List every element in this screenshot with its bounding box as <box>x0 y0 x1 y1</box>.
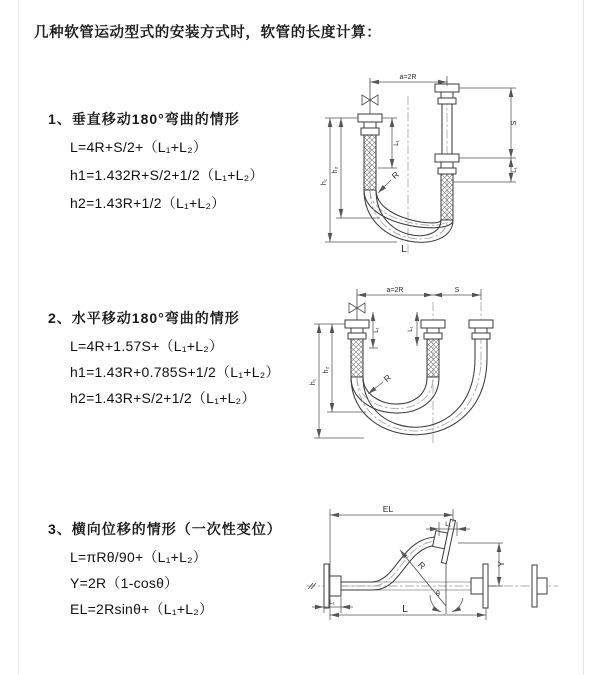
angle-theta <box>430 591 463 612</box>
dim-label-h1: h₁ <box>310 378 317 386</box>
dim-label-l: L <box>401 243 407 255</box>
section2-formula-h1: h1=1.43R+0.785S+1/2（L₁+L₂） <box>70 364 280 380</box>
dim-label-y: Y <box>496 561 506 567</box>
middle-hose-fitting <box>421 320 445 377</box>
left-hose-fitting <box>345 320 369 377</box>
section3-formula-Y: Y=2R（1-cosθ） <box>70 575 179 591</box>
section2-formula-L: L=4R+1.57S+（L₁+L₂） <box>70 338 224 354</box>
dim-l1-right <box>453 158 518 182</box>
braided-hose-section <box>441 174 453 220</box>
braided-hose-section <box>364 135 376 190</box>
dim-a2r <box>357 287 481 300</box>
u-hose-curves <box>351 358 487 435</box>
dim-label-h2: h₂ <box>332 166 339 174</box>
dim-label-el: EL <box>382 504 394 514</box>
dim-label-h2: h₂ <box>323 366 330 374</box>
dim-l1-left <box>378 118 400 168</box>
section2-formula-h2: h2=1.43R+S/2+1/2（L₁+L₂） <box>70 390 256 406</box>
page-title: 几种软管运动型式的安装方式时，软管的长度计算： <box>34 25 382 41</box>
radius-callout <box>378 169 401 193</box>
section3-formula-EL: EL=2Rsinθ+（L₁+L₂） <box>70 601 214 617</box>
dim-h1 <box>321 118 397 242</box>
page-edge-left <box>18 0 19 675</box>
dim-label-s: S <box>511 120 518 126</box>
dim-label-l1: L₁ <box>511 167 518 173</box>
valve-icon <box>362 78 378 114</box>
dim-label-l: L <box>402 603 408 615</box>
section1-formula-h1: h1=1.432R+S/2+1/2（L₁+L₂） <box>70 167 264 183</box>
braided-hose-section <box>351 339 363 377</box>
left-hose-fitting <box>358 114 382 190</box>
diagram-lateral-displacement <box>300 502 570 634</box>
section1-formula-h2: h2=1.43R+1/2（L₁+L₂） <box>70 195 226 211</box>
tilted-end-flange <box>430 517 456 564</box>
dim-label-r: R <box>389 169 401 182</box>
radius-callout <box>368 372 393 394</box>
dim-s <box>433 287 481 295</box>
section3-heading: 3、横向位移的情形（一次性变位） <box>48 521 282 537</box>
section3-formula-L: L=πRθ/90+（L₁+L₂） <box>70 549 208 565</box>
diagram-horizontal-180-bend <box>306 282 552 460</box>
dim-label-s: S <box>454 287 460 294</box>
valve-icon <box>349 289 365 320</box>
section1-heading: 1、垂直移动180°弯曲的情形 <box>48 111 240 127</box>
dim-label-r: R <box>381 372 393 385</box>
dim-label-r: R <box>415 559 428 571</box>
dim-label-l1: L₁ <box>445 521 451 528</box>
dim-l1-mid <box>407 312 417 346</box>
dim-label-theta: θ <box>436 591 440 598</box>
braided-hose-section <box>427 339 439 377</box>
dim-label-a2r: a=2R <box>386 287 404 294</box>
dim-label-l1: L₁ <box>393 140 400 146</box>
dim-label-l1: L₁ <box>407 326 414 332</box>
dim-l <box>330 603 486 620</box>
dim-l1-left <box>312 597 353 613</box>
section2-heading: 2、水平移动180°弯曲的情形 <box>48 310 240 326</box>
dim-label-a2r: a=2R <box>399 74 417 81</box>
diagram-vertical-180-bend <box>312 70 540 262</box>
dim-label-h1: h₁ <box>321 178 328 186</box>
dim-label-l1: L₁ <box>329 599 335 606</box>
dim-s <box>459 88 518 158</box>
section1-formula-L: L=4R+S/2+（L₁+L₂） <box>70 139 208 155</box>
dim-el <box>330 504 453 620</box>
page-edge-right <box>583 0 584 675</box>
dim-label-l1: L₁ <box>373 327 380 333</box>
u-hose-curves <box>364 190 453 242</box>
dim-l1-left <box>369 312 380 348</box>
